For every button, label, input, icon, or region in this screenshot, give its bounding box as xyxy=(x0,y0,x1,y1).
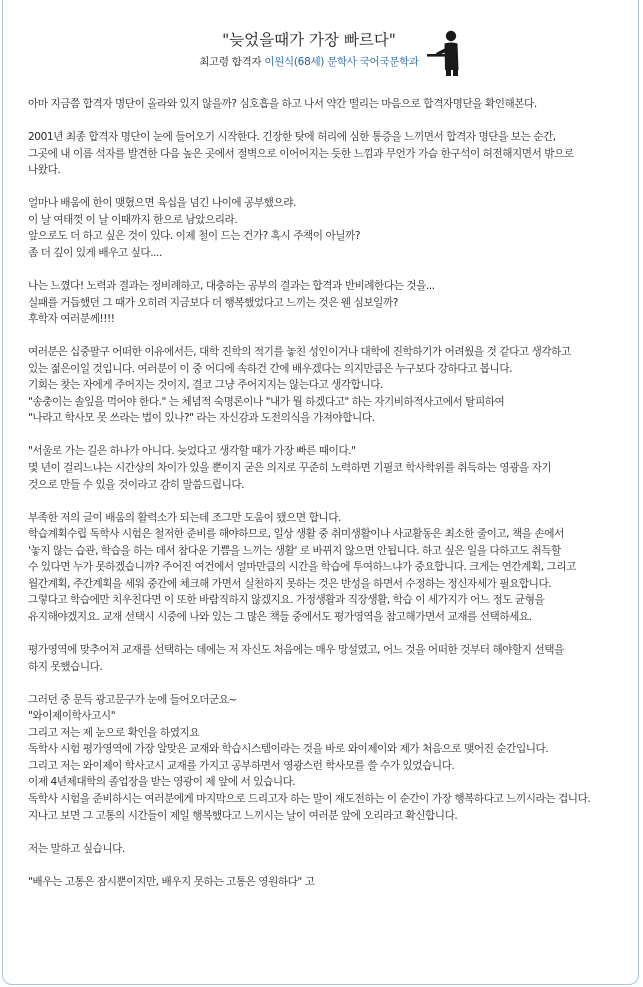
paragraph: 저는 말하고 싶습니다. xyxy=(28,842,125,855)
paragraph: 2001년 최종 합격자 명단이 눈에 들어오기 시작한다. 긴장한 탓에 허리에 심한 통증을 느끼면서 합격자 명단을 보는 순간, 그곳에 내 이름 석자를 발견한 다음 높은 곳에서 절벽으로 이어어지는 듯한 느낌과 무언가 가슴 한구석이 허전해지면서 밖으로 나왔다. xyxy=(28,131,574,177)
article-header xyxy=(0,28,643,78)
author-major: 국어국문학과 xyxy=(359,56,419,68)
author-name: 이원식(68세) 문학사 xyxy=(264,56,360,68)
paragraph: 얼마나 배움에 한이 맺혔으면 육십을 넘긴 나이에 공부했으랴. 이 날 여태껏 이 날 이때까지 한으로 남았으리라. 앞으로도 더 하고 싶은 것이 있다. 이제 철이 드는 건가? 혹시 주책이 아닐까? 좀 더 깊이 있게 배우고 싶다.... xyxy=(28,197,360,259)
paragraph: 여러분은 십중팔구 어떠한 이유에서든, 대학 진학의 적기를 놓친 성인이거나 대학에 진학하기가 어려웠을 것 같다고 생각하고 있는 젊은이일 것입니다. 여러분이 이 중 어디에 속하건 간에 배우겠다는 의지만큼은 누구보다 강하다고 봅니다. 기회는 찾는 자에게 주어지는 것이지, 결코 그냥 주어지지는 않는다고 생각합니다. "송충이는 솔잎을 먹어야 한다." 는 체념적 숙명론이나 "내가 뭘 하겠다고" 하는 자기비하적사고에서 탈피하여 "나라고 학사모 못 쓰라는 법이 있나?" 라는 자신감과 도전의식을 가져야합니다. xyxy=(28,346,571,425)
author-label: 최고령 합격자 xyxy=(199,56,265,68)
author-line xyxy=(0,54,618,69)
article-body xyxy=(28,96,628,890)
article-title: "늦었을때가 가장 빠르다" xyxy=(222,31,396,49)
paragraph: 나는 느꼈다! 노력과 결과는 정비례하고, 대충하는 공부의 결과는 합격과 반비례한다는 것을... 실패를 거듭했던 그 때가 오히려 지금보다 더 행복했었다고 느끼는 것은 웬 심보일까? 후학자 여러분께!!!! xyxy=(28,280,435,326)
paragraph: 아마 지금쯤 합격자 명단이 올라와 있지 않을까? 심호흡을 하고 나서 약간 떨리는 마음으로 합격자명단을 확인해본다. xyxy=(28,98,537,110)
closing-quote: "배우는 고통은 잠시뿐이지만, 배우지 못하는 고통은 영원하다" 고 xyxy=(28,875,315,888)
person-at-desk-icon xyxy=(426,30,464,76)
paragraph: 평가영역에 맞추어져 교재를 선택하는 데에는 저 자신도 처음에는 매우 망설였고, 어느 것을 어떠한 것부터 해야할지 선택을 하지 못했습니다. xyxy=(28,644,564,673)
paragraph: 부족한 저의 글이 배움의 활력소가 되는데 조그만 도움이 됐으면 합니다. 학습계획수립 독학사 시험은 철저한 준비를 해야하므로, 일상 생활 중 취미생활이나 사교활동은 최소한 줄이고, 책을 손에서 '놓지 않는 습관, 학습을 하는 데서 참다운 기쁨을 느끼는 생활' 로 바뀌지 않으면 안됩니다. 하고 싶은 일을 다하고도 취득할 수 있다면 누가 못하겠습니까? 주어진 여건에서 얼마만큼의 시간을 학습에 투여하느냐가 중요합니다. 크게는 연간계획, 그리고 월간계획, 주간계획을 세워 중간에 체크해 가면서 실천하지 못하는 것은 반성을 하면서 수정하는 정신자세가 필요합니다. 그렇다고 학습에만 치우친다면 이 또한 바람직하지 않겠지요. 가정생활과 직장생활, 학습 이 세가지가 어느 정도 균형을 유지해야겠지요. 교재 선택시 시중에 나와 있는 그 많은 책들 중에서도 평가영역을 참고해가면서 교재를 선택하세요. xyxy=(28,511,576,623)
paragraph: 그러던 중 문득 광고문구가 눈에 들어오더군요~ "와이제이학사고시" 그리고 저는 제 눈으로 확인을 하였지요 독학사 시험 평가영역에 가장 알맞은 교재와 학습시스템이라는 것을 바로 와이제이와 제가 처음으로 맺어진 순간입니다. 그리고 저는 와이제이 학사고시 교재를 가지고 공부하면서 영광스런 학사모를 쓸 수가 있었습니다. 이제 4년제대학의 졸업장을 받는 영광이 제 앞에 서 있습니다. 독학사 시험을 준비하시는 여러분에게 마지막으로 드리고자 하는 말이 재도전하는 이 순간이 가장 행복하다고 느끼시라는 겁니다. 지나고 보면 그 고통의 시간들이 제일 행복했다고 느끼시는 날이 여러분 앞에 오리라고 확신합니다. xyxy=(28,693,591,822)
paragraph: "서울로 가는 길은 하나가 아니다. 늦었다고 생각할 때가 가장 빠른 때이다." 몇 년이 걸리느냐는 시간상의 차이가 있을 뿐이지 굳은 의지로 꾸준히 노력하면 기필코 학사학위를 취득하는 영광을 자기 것으로 만들 수 있을 것이라고 감히 말씀드립니다. xyxy=(28,445,552,491)
